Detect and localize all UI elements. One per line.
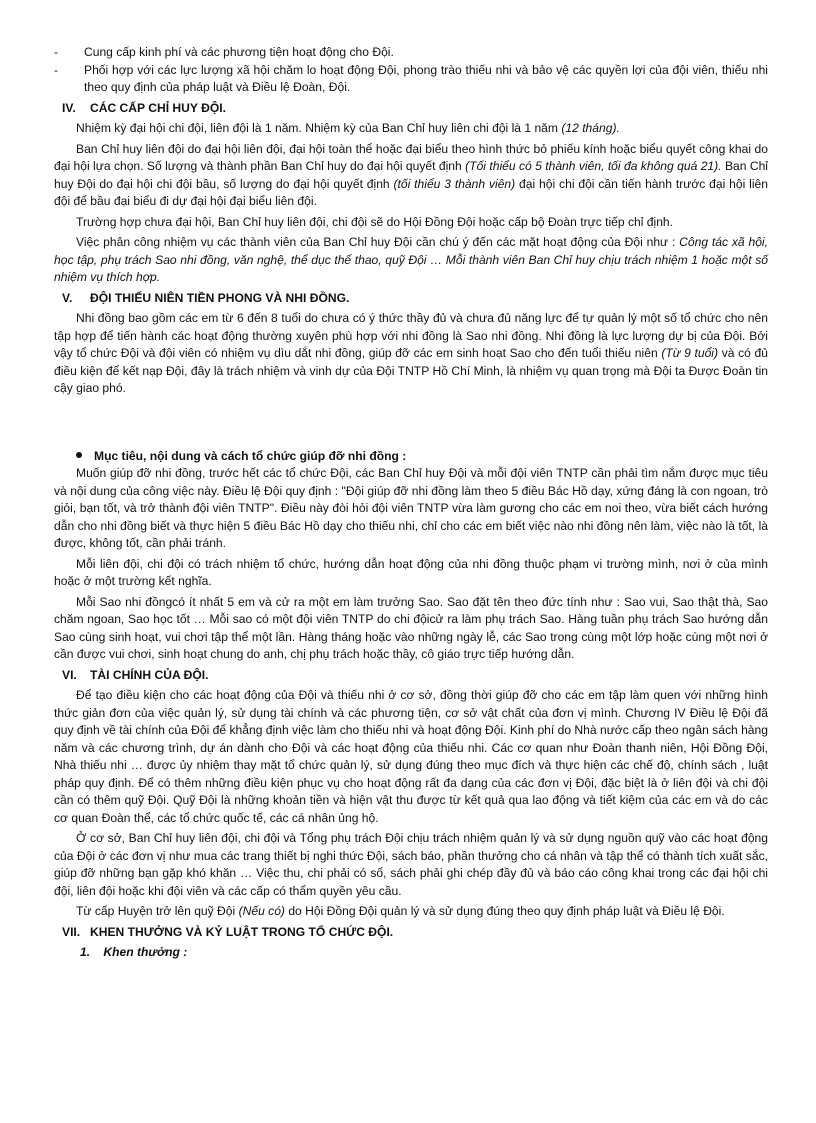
- text: Nhiệm kỳ đại hội chi đội, liên đội là 1 năm. Nhiệm kỳ của Ban Chỉ huy liên chi đội là 1 năm: [76, 121, 558, 135]
- paragraph: [54, 903, 768, 921]
- section-title: CÁC CẤP CHỈ HUY ĐỘI.: [90, 100, 226, 115]
- section-number: VI.: [62, 667, 77, 682]
- subsection-title: Khen thưởng :: [103, 945, 188, 959]
- italic-text: Công tác xã hội, học tập, phụ trách Sao nhi đồng, văn nghệ, thể dục thể thao, quỹ Đội … Mỗi thành viên Ban Chỉ huy chịu trách nhiệm 1 hoặc một số nhiệm vụ thích hợp.: [54, 235, 768, 284]
- section-heading-vi: [62, 667, 768, 685]
- italic-text: (12 tháng).: [561, 121, 620, 135]
- text: đại hội chi đội cần tiến hành trước đại hội liên đội để bầu đại biểu đi dự đại hội đại biểu liên đội.: [54, 176, 768, 208]
- subsection-heading: [80, 944, 768, 962]
- italic-text: (tối thiểu 3 thành viên): [393, 176, 516, 191]
- section-heading-v: [62, 290, 768, 308]
- text: Ban Chỉ huy liên đội do đại hội liên đội, đại hội toàn thể hoặc đại biểu theo hình thức bỏ phiếu kính hoặc biểu quyết công khai do đại hội lựa chọn. Số lượng và thành phần Ban Chỉ huy do đại hội quyết định: [54, 141, 768, 173]
- section-title: ĐỘI THIẾU NIÊN TIỀN PHONG VÀ NHI ĐỒNG.: [90, 290, 350, 305]
- text: Việc phân công nhiệm vụ các thành viên của Ban Chỉ huy Đội cần chú ý đến các mặt hoạt động của Đội như :: [76, 235, 676, 249]
- text: và có đủ điều kiện để kết nạp Đội, đây là trách nhiệm và vinh dự của Đội TNTP Hồ Chí Minh, là nhiệm vụ quan trọng mà Đội ta Được Đoàn tin cậy giao phó.: [54, 346, 769, 395]
- dash-marker: -: [54, 45, 59, 59]
- paragraph: [54, 120, 768, 138]
- section-number: V.: [62, 290, 73, 305]
- bullet-title: Mục tiêu, nội dung và cách tổ chức giúp đỡ nhi đồng :: [94, 448, 407, 463]
- italic-text: (Nếu có): [238, 904, 285, 918]
- dash-marker: -: [54, 62, 59, 77]
- blank-space: [54, 398, 768, 448]
- italic-text: (Tối thiểu có 5 thành viên, tối đa không quá 21).: [465, 159, 722, 173]
- paragraph: Mỗi liên đội, chi đội có trách nhiệm tổ chức, hướng dẫn hoạt động của nhi đồng thuộc phạm vi trường mình, nơi ở của mình hoặc ở một trường kết nghĩa.: [54, 556, 768, 588]
- paragraph: Trường hợp chưa đại hội, Ban Chỉ huy liên đội, chi đội sẽ do Hội Đồng Đội hoặc cấp bộ Đoàn trực tiếp chỉ định.: [76, 214, 674, 229]
- paragraph: [54, 141, 768, 211]
- paragraph: Muốn giúp đỡ nhi đồng, trước hết các tổ chức Đội, các Ban Chỉ huy Đội và mỗi đội viên TNTP cần phải tìm nắm được mục tiêu và nội dung của công việc này. Điều lệ Đội quy định : "Đội giúp đỡ nhi đồng làm theo 5 điều Bác Hồ dạy, xứng đáng là con ngoan, trò giỏi, bạn tốt, và trở thành đội viên TNTP". Điều này đòi hỏi đội viên TNTP vừa làm gương cho các em noi theo, vừa biết cách hướng dẫn cho nhi đồng biết và thực hiện 5 điều Bác Hồ dạy cho thiếu nhi, chỉ cho các em biết việc nào nhi đồng nên làm, việc nào là tốt, là được, không tốt, cần phải tránh.: [54, 466, 768, 550]
- paragraph: [54, 310, 768, 398]
- text: Nhi đồng bao gồm các em từ 6 đến 8 tuổi do chưa có ý thức thầy đủ và chưa đủ năng lực để tự quản lý một số tổ chức cho nên tập hợp để tiến hành các hoạt động thường xuyên phù hợp với nhi đồng là Sao nhi đồng. Nhi đồng là lực lượng dự bị của Đội. Bởi vậy tổ chức Đội và đội viên có nhiệm vụ dìu dắt nhi đồng, giúp đỡ các em sinh hoạt Sao cho đến tuổi thiếu niên: [54, 311, 768, 360]
- text: Từ cấp Huyện trở lên quỹ Đội: [76, 904, 236, 918]
- bullet-icon: [76, 452, 82, 458]
- paragraph: Mỗi Sao nhi đồngcó ít nhất 5 em và cử ra một em làm trưởng Sao. Sao đặt tên theo đức tính như : Sao vui, Sao thật thà, Sao chăm ngoan, Sao học tốt … Mỗi sao có một đội viên TNTP do chi độicử ra làm phụ trách Sao. Hàng tuần phụ trách Sao hướng dẫn Sao cùng sinh hoạt, vui chơi tập thể một lần. Hàng tháng hoặc vào những ngày lễ, các Sao trong cùng một lớp hoặc cùng một nơi ở cần được vui chơi, sinh hoạt chung do anh, chị phụ trách hoặc thầy, cô giáo trực tiếp hướng dẫn.: [54, 594, 768, 661]
- paragraph: Ở cơ sở, Ban Chỉ huy liên đội, chi đội và Tổng phụ trách Đội chịu trách nhiệm quản lý và sử dụng nguồn quỹ vào các hoạt động của Đội ở các đơn vị như mua các trang thiết bị nghi thức Đội, sách báo, phần thưởng cho cá nhân và tập thể có thành tích xuất sắc, giúp đỡ những bạn gặp khó khăn … Việc thu, chi phải có sổ, sách phải ghi chép đầy đủ và báo cáo công khai trong các đại hội chi đội, liên đội hoặc khi đội viên và các cấp có thẩm quyền yêu cầu.: [54, 831, 768, 898]
- italic-text: (Từ 9 tuổi): [661, 346, 719, 360]
- section-title: KHEN THƯỞNG VÀ KỶ LUẬT TRONG TỔ CHỨC ĐỘI.: [90, 924, 394, 939]
- bullet-heading: [76, 448, 768, 466]
- list-item: [54, 44, 768, 62]
- subsection-number: 1.: [80, 945, 91, 959]
- list-item: [54, 62, 768, 97]
- section-title: TÀI CHÍNH CỦA ĐỘI.: [90, 667, 209, 682]
- section-number: VII.: [62, 924, 81, 939]
- text: do Hội Đồng Đội quản lý và sử dụng đúng theo quy định pháp luật và Điều lệ Đội.: [288, 904, 725, 918]
- paragraph: Để tạo điều kiện cho các hoạt động của Đội và thiếu nhi ở cơ sở, đồng thời giúp đỡ cho các em tập làm quen với những hình thức giản đơn của việc quản lý, sử dụng tài chính và các phương tiện, cơ sở vật chất của đơn vị mình. Chương IV Điều lệ Đội đã quy định về tài chính của Đội để khẳng định việc làm cho thiếu nhi và hoạt động Đội. Kinh phí do Nhà nước cấp theo ngân sách hàng năm và các chương trình, dự án dành cho Đội và các hoạt động của thiếu nhi. Các cơ quan như Đoàn thanh niên, Hội Đồng Đội, Nhà thiếu nhi … được ủy nhiệm thay mặt tổ chức quản lý, sử dụng đúng theo mục đích và thực hiện các chế độ, chính sách , luật pháp quy định. Để có thêm những điều kiện phục vụ cho hoạt động rất đa dạng của các đơn vị Đội, đặc biệt là ở liên đội và chi đội cần có thêm quỹ Đội. Quỹ Đội là những khoản tiền và hiện vật thu được từ kết quả qua lao động và tiết kiệm của các em và do các cơ quan Đoàn thể, các tổ chức quốc tế, các cá nhân ủng hộ.: [54, 688, 768, 825]
- paragraph: [54, 234, 768, 287]
- list-item-text: Cung cấp kinh phí và các phương tiện hoạt động cho Đội.: [84, 45, 394, 59]
- section-heading-iv: [62, 100, 768, 118]
- section-number: IV.: [62, 100, 76, 115]
- section-heading-vii: [62, 924, 768, 942]
- list-item-text: Phối hợp với các lực lượng xã hội chăm lo hoạt động Đội, phong trào thiếu nhi và bảo vệ các quyền lợi của đội viên, thiếu nhi theo quy định của pháp luật và Điều lệ Đoàn, Đội.: [84, 62, 768, 94]
- text: Ban Chỉ huy Đội do đại hội chi đội bầu, số lượng do đại hội quyết định: [54, 159, 768, 191]
